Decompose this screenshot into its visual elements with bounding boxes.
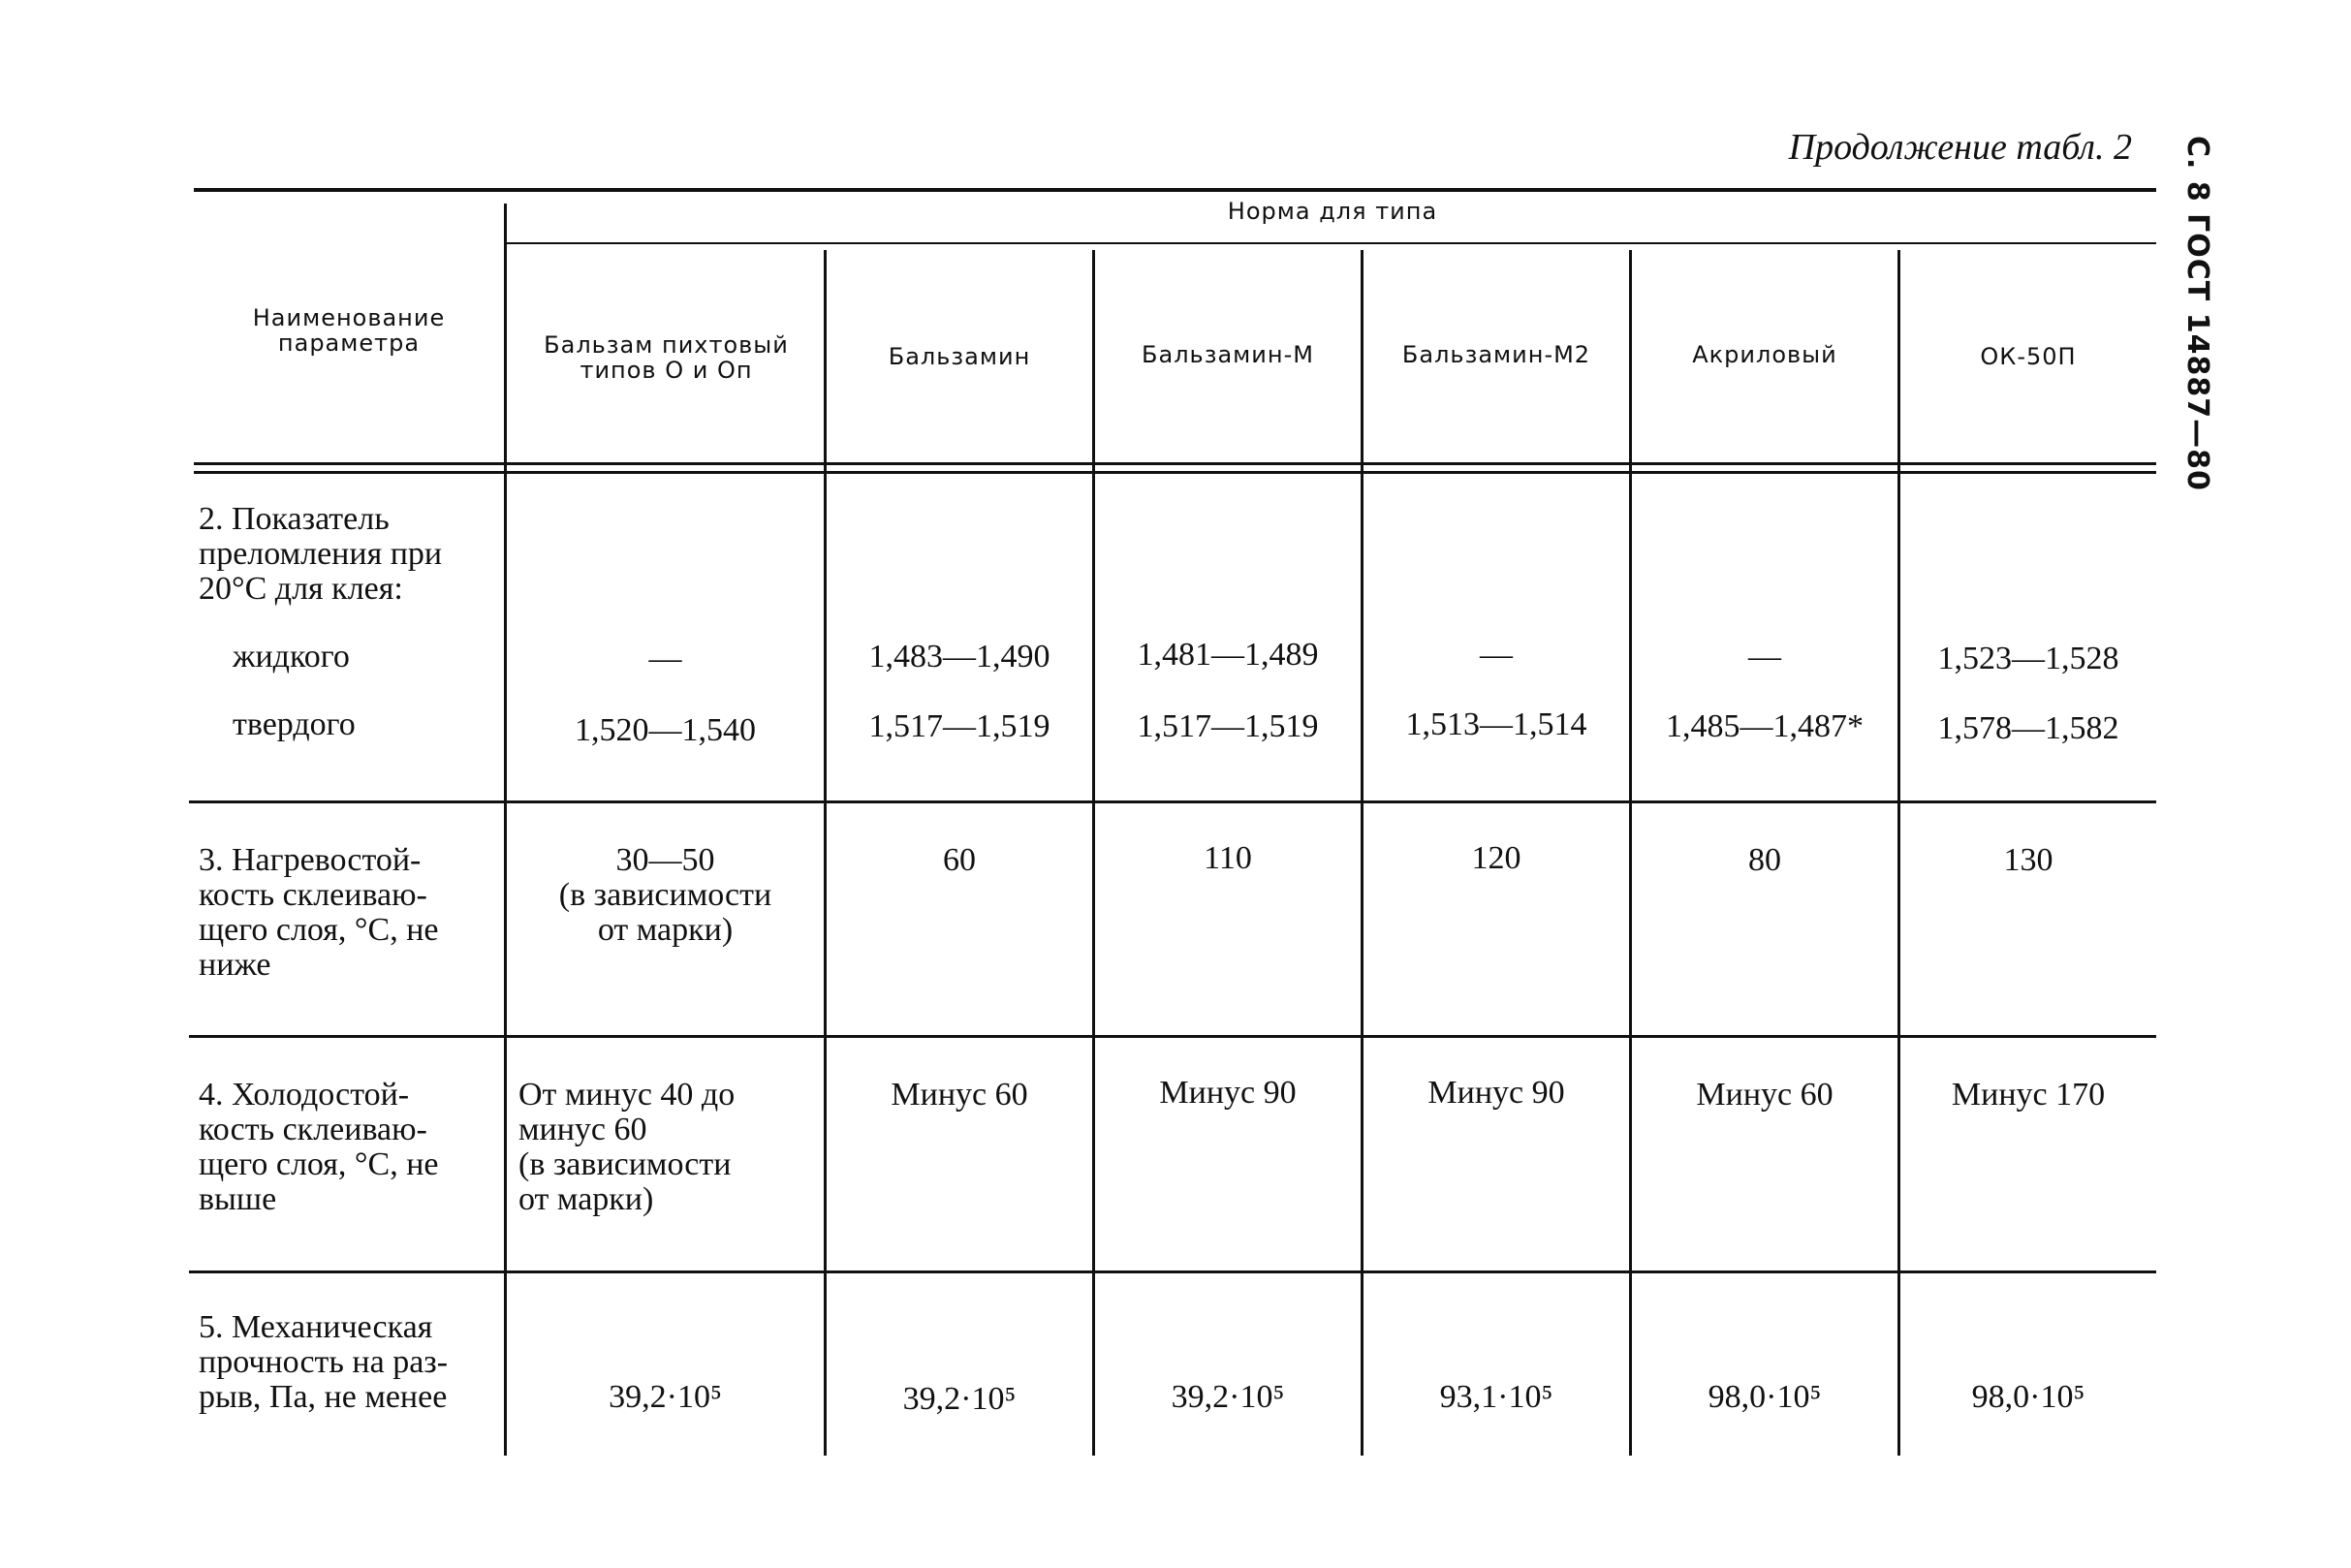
table-cell: 39,2·10⁵	[609, 1379, 722, 1415]
column-header-fir-balsam: Бальзам пихтовый типов О и Оп	[544, 331, 789, 384]
table-cell: 110	[1204, 840, 1252, 876]
table-cell: 98,0·10⁵	[1708, 1379, 1822, 1415]
table-cell: Минус 90	[1159, 1075, 1297, 1111]
row-rule-2	[189, 1035, 2156, 1038]
table-cell: 93,1·10⁵	[1439, 1379, 1553, 1415]
table-cell: Минус 60	[1696, 1077, 1834, 1113]
standard-code: С. 8 ГОСТ 14887—80	[2180, 136, 2214, 491]
column-header-balsamin-m2: Бальзамин-М2	[1401, 341, 1591, 368]
table-cell: 1,481—1,489	[1137, 637, 1319, 673]
column-header-acrylic: Акриловый	[1692, 341, 1837, 368]
row-label-refraction: 2. Показатель преломления при 20°C для клея:	[199, 501, 443, 607]
row-rule-3	[189, 1270, 2156, 1273]
sub-label-liquid: жидкого	[233, 639, 350, 674]
table-cell: 130	[2003, 842, 2053, 878]
table-cell: —	[648, 641, 682, 676]
table-cell: 30—50 (в зависимости от марки)	[558, 842, 772, 948]
table-cell: Минус 170	[1951, 1077, 2106, 1113]
column-header-balsamin-m: Бальзамин-М	[1142, 341, 1314, 368]
row-rule-1	[189, 800, 2156, 803]
table-cell: 1,513—1,514	[1405, 706, 1587, 742]
table-cell: 1,483—1,490	[868, 639, 1050, 674]
table-cell: 1,517—1,519	[1137, 708, 1319, 744]
column-divider-param	[504, 204, 507, 1456]
table-cell: —	[1748, 639, 1781, 674]
header-bottom-rule-1	[194, 462, 2156, 465]
table-cell: 39,2·10⁵	[1171, 1379, 1285, 1415]
table-cell: 120	[1471, 840, 1521, 876]
table-cell: 1,523—1,528	[1937, 641, 2119, 676]
table-cell: 60	[943, 842, 976, 878]
table-cell: Минус 60	[891, 1077, 1028, 1113]
table-cell: Минус 90	[1427, 1075, 1565, 1111]
table-cell: 1,485—1,487*	[1666, 708, 1864, 744]
table-top-rule	[194, 188, 2156, 192]
table-cell: 1,520—1,540	[575, 712, 756, 748]
table-cell: 80	[1748, 842, 1781, 878]
group-header-rule	[506, 242, 2156, 244]
table-cell: От минус 40 до минус 60 (в зависимости от марки)	[518, 1077, 736, 1217]
continuation-caption: Продолжение табл. 2	[1788, 127, 2132, 168]
header-bottom-rule-2	[194, 471, 2156, 474]
table-cell: 98,0·10⁵	[1971, 1379, 2085, 1415]
table-cell: —	[1480, 637, 1513, 673]
table-cell: 1,578—1,582	[1937, 710, 2119, 746]
row-label-cold-resistance: 4. Холодостой- кость склеиваю- щего слоя, °С, не выше	[199, 1077, 439, 1217]
row-label-mechanical-strength: 5. Механическая прочность на раз- рыв, Па, не менее	[199, 1309, 449, 1415]
column-header-ok50p: ОК-50П	[1980, 343, 2077, 370]
row-label-heat-resistance: 3. Нагревостой- кость склеиваю- щего слоя, °С, не ниже	[199, 842, 439, 983]
group-header: Норма для типа	[1227, 198, 1438, 225]
column-header-balsamin: Бальзамин	[888, 343, 1031, 370]
table-cell: 39,2·10⁵	[902, 1381, 1017, 1417]
param-header: Наименование параметра	[252, 304, 446, 357]
sub-label-solid: твердого	[233, 706, 356, 742]
table-cell: 1,517—1,519	[868, 708, 1050, 744]
